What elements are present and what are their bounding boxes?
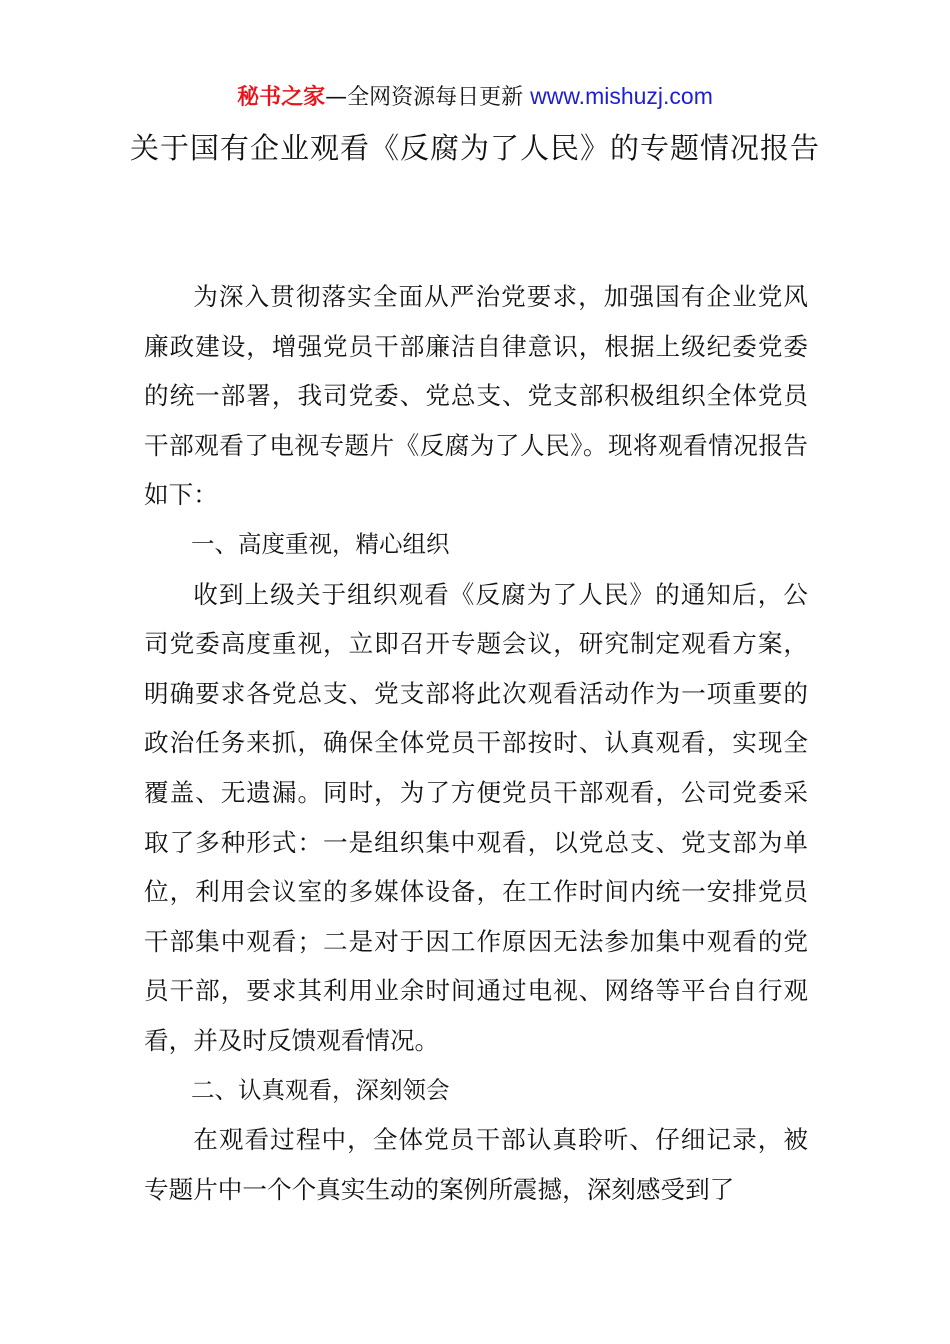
paragraph-intro: 为深入贯彻落实全面从严治党要求，加强国有企业党风廉政建设，增强党员干部廉洁自律意识，根据上级纪委党委的统一部署，我司党委、党总支、党支部积极组织全体党员干部观看了电视专题片《反腐为了人民》。现将观看情况报告如下： (144, 282, 808, 510)
document-body (144, 272, 808, 1214)
section-heading-2: 二、认真观看，深刻领会 (191, 1075, 450, 1104)
paragraph-section-2: 在观看过程中，全体党员干部认真聆听、仔细记录，被专题片中一个个真实生动的案例所震撼，深刻感受到了 (144, 1125, 808, 1204)
brand-name: 秘书之家 (237, 85, 326, 110)
paragraph-section-1: 收到上级关于组织观看《反腐为了人民》的通知后，公司党委高度重视，立即召开专题会议，研究制定观看方案，明确要求各党总支、党支部将此次观看活动作为一项重要的政治任务来抓，确保全体党员干部按时、认真观看，实现全覆盖、无遗漏。同时，为了方便党员干部观看，公司党委采取了多种形式：一是组织集中观看，以党总支、党支部为单位，利用会议室的多媒体设备，在工作时间内统一安排党员干部集中观看；二是对于因工作原因无法参加集中观看的党员干部，要求其利用业余时间通过电视、网络等平台自行观看，并及时反馈观看情况。 (144, 579, 808, 1055)
watermark-header (0, 80, 950, 114)
document-title: 关于国有企业观看《反腐为了人民》的专题情况报告 (129, 131, 820, 165)
section-heading-1: 一、高度重视，精心组织 (191, 529, 450, 558)
header-tagline: —全网资源每日更新 (325, 85, 531, 110)
site-link[interactable]: www.mishuzj.com (530, 83, 713, 109)
